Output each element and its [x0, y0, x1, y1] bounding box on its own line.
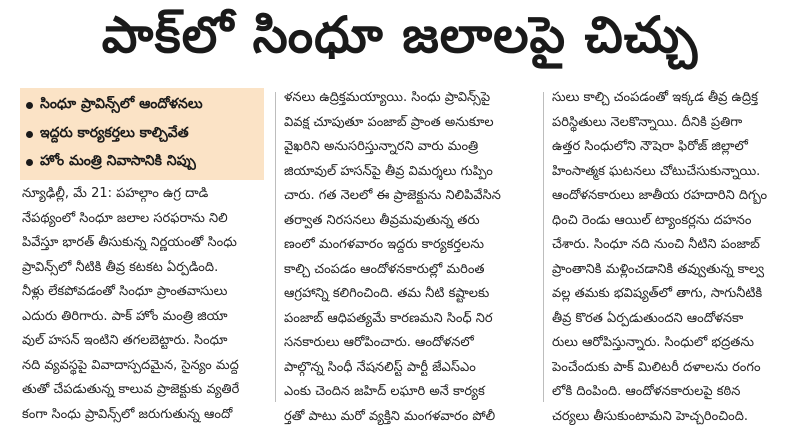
highlight-item: [26, 92, 258, 119]
text-line: ఉత్తర సింధులోని నౌషెరా ఫిరోజ్ జిల్లాలో: [552, 135, 792, 160]
text-line: హింసాత్మక ఘటనలు చోటుచేసుకున్నాయి.: [552, 160, 792, 185]
text-line: నీళ్లు లేకపోవడంతో సింధూ ప్రాంతవాసులు: [22, 280, 264, 305]
text-line: నది వ్యవస్థపై వివాదాస్పదమైన, సైన్యం మద్ద: [22, 354, 264, 379]
text-line: ప్రావిన్స్‌లో నీటికి తీవ్ర కటకట ఏర్పడింది.: [22, 256, 264, 281]
bullet-icon: [26, 159, 33, 166]
text-line: ర్తతో పాటు మరో వ్యక్తిని మంగళవారం పోలీ: [284, 405, 534, 429]
bullet-icon: [26, 131, 33, 138]
text-line: ఎదురు తిరిగారు. పాక్ హోం మంత్రి జియా: [22, 305, 264, 330]
column-divider: [543, 92, 544, 402]
text-line: పివేస్తూ భారత్ తీసుకున్న నిర్ణయంతో సింధు: [22, 231, 264, 256]
text-line: చర్యలు తీసుకుంటామని హెచ్చరించింది.: [552, 405, 792, 429]
text-line: ఎంకు చెందిన జహిద్ లఘారి అనే కార్యక: [284, 380, 534, 405]
text-line: పాల్గొన్న సింధీ నేషనలిస్ట్ పార్టీ జేఎస్ఎం: [284, 356, 534, 381]
text-line: చారు. గత నెలలో ఈ ప్రాజెక్టును నిలిపివేసిన: [284, 184, 534, 209]
text-line: తుతో చేపడుతున్న కాలువ ప్రాజెక్టుకు వ్యతిరే: [22, 378, 264, 403]
text-line: జియావుల్ హసన్‌పై తీవ్ర విమర్శలు గుప్పిం: [284, 160, 534, 185]
text-line: ణంలో మంగళవారం ఇద్దరు కార్యకర్తలను: [284, 233, 534, 258]
text-line: సులు కాల్చి చంపడంతో ఇక్కడ తీవ్ర ఉద్రిక్త: [552, 86, 792, 111]
column-divider: [275, 92, 276, 402]
text-line: పెంచేందుకు పాక్ మిలిటరీ దళాలను రంగం: [552, 356, 792, 381]
text-line: కాల్చి చంపడం ఆందోళనకారుల్లో మరింత: [284, 258, 534, 283]
text-line: రులు ఆరోపిస్తున్నారు. సింధులో భద్రతను: [552, 331, 792, 356]
highlight-item: [26, 121, 258, 148]
highlight-text: ఇద్దరు కార్యకర్తలు కాల్చివేత: [40, 125, 189, 144]
text-line: కంగా సింధు ప్రావిన్స్‌లో జరుగుతున్న ఆందో: [22, 403, 264, 428]
article-column-1: [22, 182, 264, 427]
headline: పాక్‌లో సింధూ జలాలపై చిచ్చు: [0, 0, 800, 82]
highlight-item: [26, 149, 258, 176]
article-column-3: [552, 86, 792, 429]
text-line: లోకి దింపింది. ఆందోళనకారులపై కఠిన: [552, 380, 792, 405]
text-line: చేశారు. సింధూ నది నుంచి నీటిని పంజాబ్: [552, 233, 792, 258]
highlights-box: [20, 88, 264, 180]
bullet-icon: [26, 102, 33, 109]
text-line: న్యూఢిల్లీ, మే 21: పహల్గాం ఉగ్ర దాడి: [22, 182, 264, 207]
highlight-text: సింధూ ప్రావిన్స్‌లో ఆందోళనలు: [40, 96, 203, 115]
text-line: పరిస్థితులు నెలకొన్నాయి. దీనికి ప్రతిగా: [552, 111, 792, 136]
text-line: ఆందోళనకారులు జాతీయ రహదారిని దిగ్బం: [552, 184, 792, 209]
text-line: తీవ్ర కొరత ఏర్పడుతుందని ఆందోళనకా: [552, 307, 792, 332]
text-line: వల్ల తమకు భవిష్యత్‌లో తాగు, సాగునీటికి: [552, 282, 792, 307]
highlight-text: హోం మంత్రి నివాసానికి నిప్పు: [40, 153, 196, 172]
text-line: ఆగ్రహాన్ని కలిగించింది. తమ నీటి కష్టాలకు: [284, 282, 534, 307]
text-line: సనకారులు ఆరోపించారు. ఆందోళనలో: [284, 331, 534, 356]
text-line: ప్రాంతానికి మళ్లించడానికి తవ్వుతున్న కాల్వ: [552, 258, 792, 283]
text-line: వివక్ష చూపుతూ పంజాబ్ ప్రాంత అనుకూల: [284, 111, 534, 136]
text-line: పంజాబ్ ఆధిపత్యమే కారణమని సింధ్ నిర: [284, 307, 534, 332]
text-line: ధించి రెండు ఆయిల్ ట్యాంకర్లను దహనం: [552, 209, 792, 234]
text-line: తర్వాత నిరసనలు తీవ్రమవుతున్న తరు: [284, 209, 534, 234]
text-line: ళనలు ఉద్రిక్తమయ్యాయి. సింధు ప్రావిన్స్‌పై: [284, 86, 534, 111]
article-column-2: [284, 86, 534, 429]
text-line: వైఖరిని అనుసరిస్తున్నారని వారు మంత్రి: [284, 135, 534, 160]
text-line: వుల్ హసన్ ఇంటిని తగలబెట్టారు. సింధూ: [22, 329, 264, 354]
text-line: నేపథ్యంలో సింధూ జలాల సరఫరాను నిలి: [22, 207, 264, 232]
